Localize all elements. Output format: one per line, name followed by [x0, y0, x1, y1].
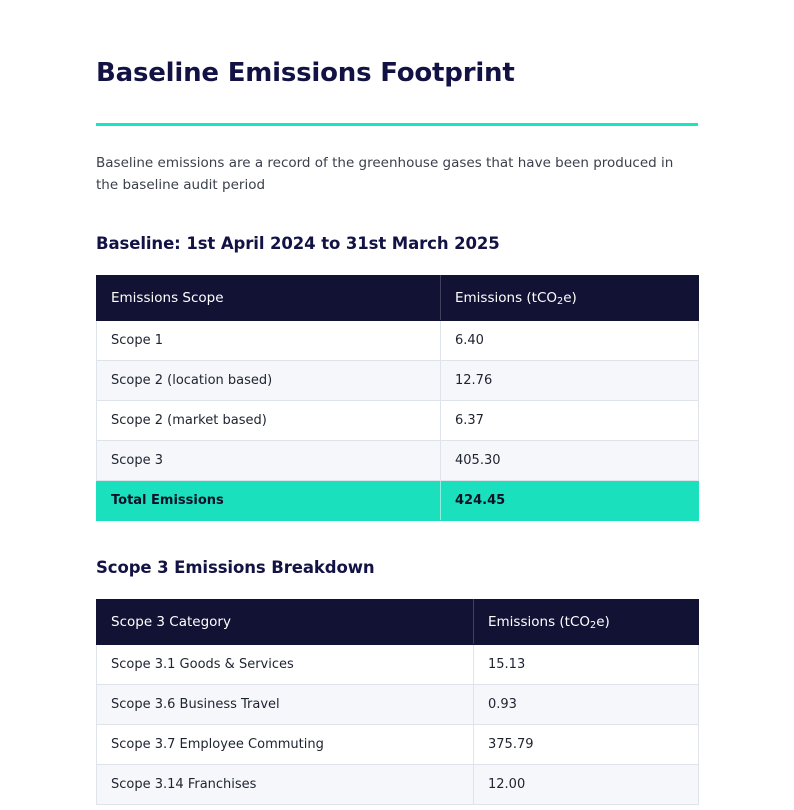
cell-category-value: 12.00: [474, 764, 699, 804]
table-row: [97, 400, 699, 440]
column-header-emissions-value: [441, 275, 699, 320]
scope3-section-heading: Scope 3 Emissions Breakdown: [96, 557, 375, 577]
table-row: [97, 764, 699, 804]
table-total-row: [97, 480, 699, 520]
intro-paragraph: Baseline emissions are a record of the greenhouse gases that have been produced in the baseline audit period: [96, 155, 674, 194]
cell-scope-name: Scope 1: [97, 320, 441, 360]
cell-category-value: 15.13: [474, 644, 699, 684]
table-row: [97, 440, 699, 480]
cell-scope-value: 405.30: [441, 440, 699, 480]
column-header-emissions-scope: Emissions Scope: [97, 275, 441, 320]
column-header-text-suffix: e): [596, 613, 610, 630]
baseline-section-heading: Baseline: 1st April 2024 to 31st March 2025: [96, 233, 500, 253]
cell-category-name: Scope 3.1 Goods & Services: [97, 644, 474, 684]
cell-scope-value: 12.76: [441, 360, 699, 400]
cell-category-name: Scope 3.7 Employee Commuting: [97, 724, 474, 764]
scope3-table-body: [97, 644, 699, 804]
cell-category-value: 0.93: [474, 684, 699, 724]
cell-total-label: Total Emissions: [97, 480, 441, 520]
cell-scope-name: Scope 2 (location based): [97, 360, 441, 400]
cell-scope-name: Scope 2 (market based): [97, 400, 441, 440]
column-header-text-suffix: e): [563, 289, 577, 306]
cell-category-name: Scope 3.14 Franchises: [97, 764, 474, 804]
table-row: [97, 360, 699, 400]
column-header-text-prefix: Emissions (tCO: [488, 613, 591, 630]
cell-category-name: Scope 3.6 Business Travel: [97, 684, 474, 724]
page-title: Baseline Emissions Footprint: [96, 58, 515, 88]
scope3-breakdown-table: [96, 599, 699, 805]
cell-scope-value: 6.37: [441, 400, 699, 440]
column-header-subscript: 2: [557, 296, 564, 308]
table-header-row: [97, 599, 699, 644]
table-row: [97, 724, 699, 764]
column-header-scope3-category: Scope 3 Category: [97, 599, 474, 644]
scope3-table-header: [97, 599, 699, 644]
baseline-emissions-table: [96, 275, 699, 521]
column-header-emissions-value: [474, 599, 699, 644]
table-row: [97, 684, 699, 724]
baseline-table-header: [97, 275, 699, 320]
cell-scope-value: 6.40: [441, 320, 699, 360]
table-header-row: [97, 275, 699, 320]
column-header-text-prefix: Emissions (tCO: [455, 289, 558, 306]
table-row: [97, 320, 699, 360]
cell-total-value: 424.45: [441, 480, 699, 520]
column-header-subscript: 2: [590, 620, 597, 632]
baseline-table-body: [97, 320, 699, 520]
cell-category-value: 375.79: [474, 724, 699, 764]
table-row: [97, 644, 699, 684]
cell-scope-name: Scope 3: [97, 440, 441, 480]
